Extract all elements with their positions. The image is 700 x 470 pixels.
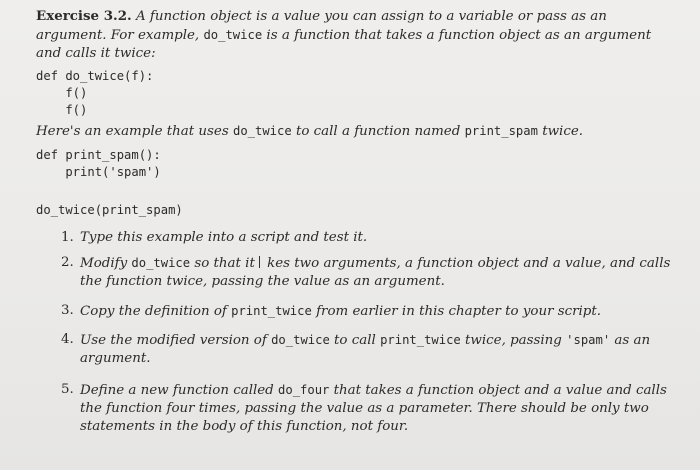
list-item: 4. Use the modified version of do_twice to call print_twice twice, passing 'spam' as an argument. [61,332,651,366]
code-block-print-spam: def print_spam(): print('spam') [36,148,161,179]
task-list [36,229,678,436]
text-cursor-icon [259,256,267,268]
inline-code: print_spam [464,124,538,138]
inline-code: 'spam' [566,333,611,347]
code-block-do-twice: def do_twice(f): f() f() [36,69,154,117]
inline-code: do_twice [131,256,191,270]
item-number: 1. [61,230,74,245]
inline-code: print_twice [380,333,461,347]
item-number: 4. [61,332,74,347]
list-item: 5. Define a new function called do_four that takes a function object and a value and calls the function four times, passing the value as a parameter. There should be only two statements in the body of this function, not four. [61,382,667,434]
item-number: 3. [61,303,74,318]
code-block-call: do_twice(print_spam) [36,203,183,217]
inline-code: do_twice [232,124,292,138]
list-item: 1. Type this example into a script and test it. [61,230,368,245]
exercise-label: Exercise 3.2. [36,8,132,24]
exercise-intro: Exercise 3.2. A function object is a value you can assign to a variable or pass as an argument. For example, do_twice is a function that takes a function object as an argument and calls it twice: [36,8,652,61]
list-item: 2. Modify do_twice so that it kes two arguments, a function object and a value, and calls the function twice, passing the value as an argument. [61,255,671,289]
inline-code: print_twice [231,304,312,318]
list-item: 3. Copy the definition of print_twice from earlier in this chapter to your script. [61,303,602,319]
item-number: 5. [61,382,74,397]
example-sentence: Here's an example that uses do_twice to call a function named print_spam twice. [36,124,584,139]
inline-code: do_twice [203,28,263,42]
inline-code: do_twice [271,333,330,347]
item-number: 2. [61,255,74,270]
inline-code: do_four [278,383,330,397]
